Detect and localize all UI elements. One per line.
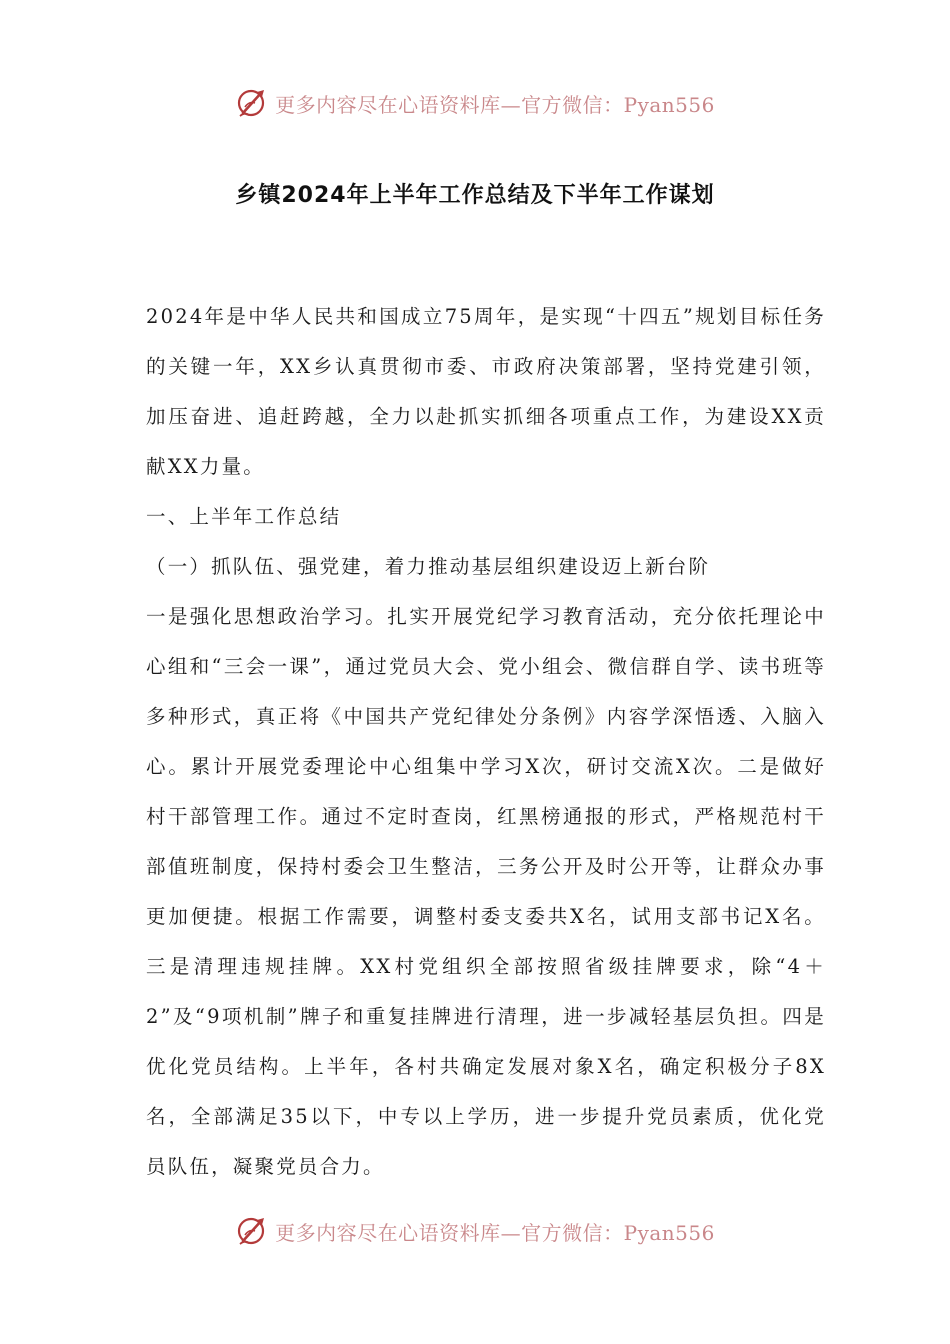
section-heading: 一、上半年工作总结 bbox=[146, 505, 342, 528]
header-watermark bbox=[0, 83, 950, 123]
watermark-text: 更多内容尽在心语资料库—官方微信：Pyan556 bbox=[275, 1220, 715, 1245]
watermark-text: 更多内容尽在心语资料库—官方微信：Pyan556 bbox=[275, 92, 715, 117]
subsection-heading: （一）抓队伍、强党建，着力推动基层组织建设迈上新台阶 bbox=[146, 555, 711, 578]
document-title: 乡镇2024年上半年工作总结及下半年工作谋划 bbox=[235, 183, 715, 208]
footer-watermark bbox=[0, 1211, 950, 1251]
body-paragraph: 一是强化思想政治学习。扎实开展党纪学习教育活动，充分依托理论中心组和“三会一课”，通过党员大会、党小组会、微信群自学、读书班等多种形式，真正将《中国共产党纪律处分条例》内容学深悟透、入脑入心。累计开展党委理论中心组集中学习X次，研讨交流X次。二是做好村干部管理工作。通过不定时查岗，红黑榜通报的形式，严格规范村干部值班制度，保持村委会卫生整洁，三务公开及时公开等，让群众办事更加便捷。根据工作需要，调整村委支委共X名，试用支部书记X名。三是清理违规挂牌。XX村党组织全部按照省级挂牌要求，除“4＋2”及“9项机制”牌子和重复挂牌进行清理，进一步减轻基层负担。四是优化党员结构。上半年，各村共确定发展对象X名，确定积极分子8X名，全部满足35以下，中专以上学历，进一步提升党员素质，优化党员队伍，凝聚党员合力。 bbox=[146, 605, 826, 1178]
pen-seal-icon bbox=[235, 86, 269, 120]
document-body bbox=[146, 292, 826, 1192]
pen-seal-icon bbox=[235, 1214, 269, 1248]
intro-paragraph: 2024年是中华人民共和国成立75周年，是实现“十四五”规划目标任务的关键一年，XX乡认真贯彻市委、市政府决策部署，坚持党建引领，加压奋进、追赶跨越，全力以赴抓实抓细各项重点工作，为建设XX贡献XX力量。 bbox=[146, 305, 826, 478]
